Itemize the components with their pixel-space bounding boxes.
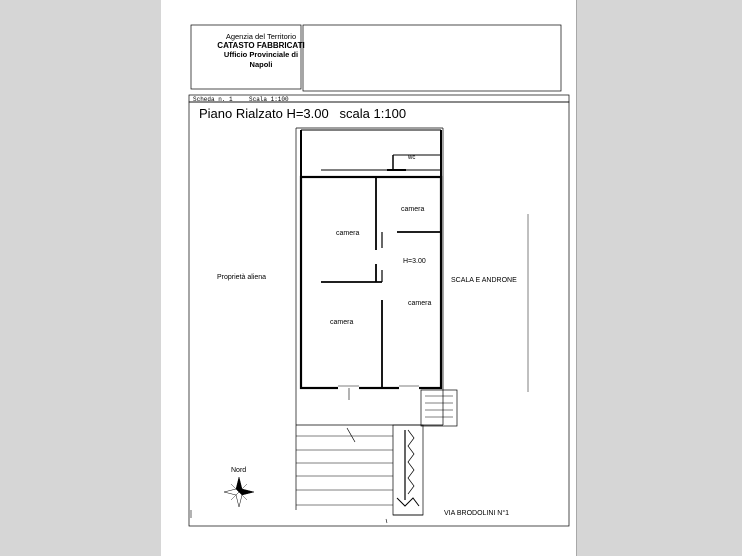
room-label-camera-bottom-right: camera (408, 300, 432, 307)
agency-header (191, 32, 331, 69)
scale-label: Scala 1:100 (249, 96, 289, 103)
height-note: H=3.00 (403, 258, 426, 265)
room-label-camera-top-left: camera (336, 230, 360, 237)
office-name: Ufficio Provinciale di (223, 50, 299, 60)
address-label: VIA BRODOLINI N°1 (444, 510, 510, 517)
registry-name: CATASTO FABBRICATI (217, 41, 305, 51)
stamp-box (303, 25, 561, 91)
compass-rose (224, 477, 254, 507)
scheda-strip (189, 95, 569, 102)
page-title: Piano Rialzato H=3.00 scala 1:100 (199, 106, 407, 121)
left-neighbour-label: Proprietà aliena (217, 274, 267, 281)
right-side-label: SCALA E ANDRONE (451, 277, 517, 284)
drawing-frame (189, 102, 569, 526)
document-sheet (161, 0, 577, 556)
compass-label: Nord (231, 467, 247, 474)
agency-name: Agenzia del Territorio (225, 32, 297, 41)
room-label-camera-bottom-left: camera (330, 319, 354, 326)
room-label-camera-top-right: camera (401, 206, 425, 213)
page-edge-line (576, 0, 577, 556)
scheda-label: Scheda n. 1 (193, 96, 233, 103)
city-name: Napoli (249, 59, 273, 69)
room-label-wc: wc (408, 155, 416, 161)
